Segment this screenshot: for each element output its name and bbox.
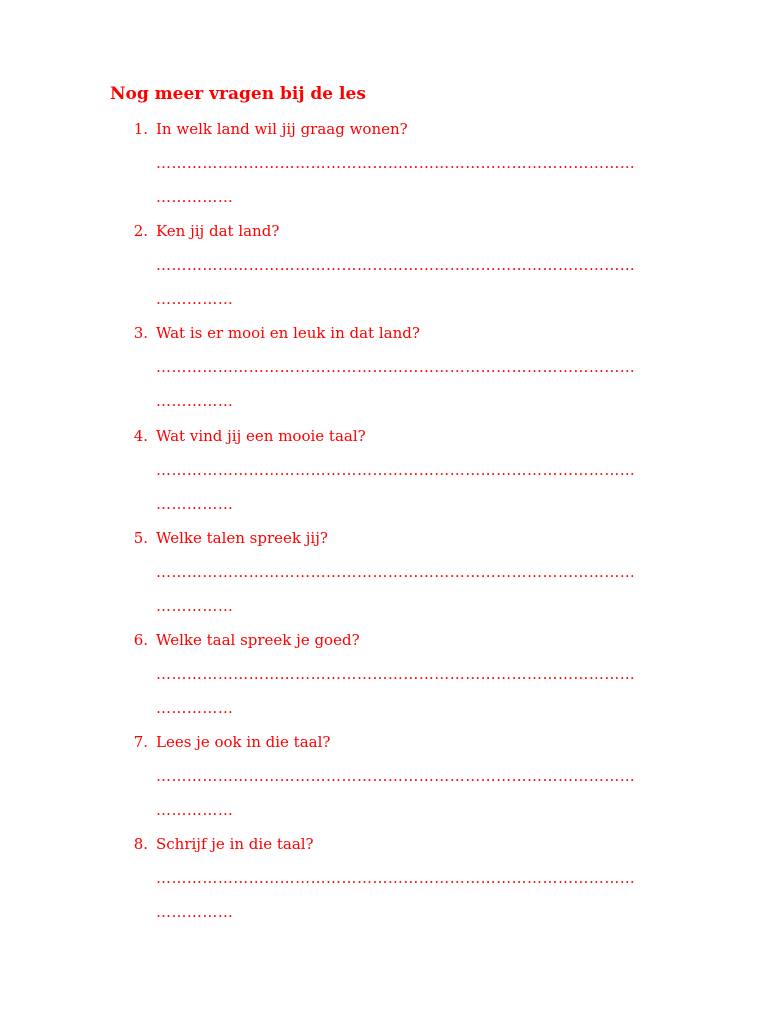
answer-line: …………… (156, 903, 234, 922)
question-number: 3. (133, 324, 148, 343)
question-text: Welke taal spreek je goed? (156, 630, 360, 649)
answer-line: …………… (156, 494, 234, 513)
question-item-4 (0, 424, 768, 526)
question-text: Ken jij dat land? (156, 222, 280, 241)
answer-line: ………………………………………………………………………………… (156, 767, 636, 786)
answer-line: …………… (156, 801, 234, 820)
answer-line: …………… (156, 698, 234, 717)
question-text: Wat vind jij een mooie taal? (156, 426, 366, 445)
question-item-2 (0, 219, 768, 321)
page-title: Nog meer vragen bij de les (110, 84, 366, 104)
answer-line: ………………………………………………………………………………… (156, 562, 636, 581)
answer-line: ………………………………………………………………………………… (156, 664, 636, 683)
answer-line: …………… (156, 392, 234, 411)
question-text: Schrijf je in die taal? (156, 835, 314, 854)
question-text: Wat is er mooi en leuk in dat land? (156, 324, 420, 343)
question-number: 1. (133, 120, 148, 138)
question-item-5 (0, 526, 768, 628)
answer-line: ………………………………………………………………………………… (156, 256, 636, 275)
question-number: 7. (133, 733, 148, 752)
question-text: In welk land wil jij graag wonen? (156, 120, 408, 138)
answer-line: ………………………………………………………………………………… (156, 154, 636, 172)
question-number: 4. (133, 426, 148, 445)
question-list (0, 117, 768, 935)
question-item-6 (0, 628, 768, 730)
question-item-3 (0, 321, 768, 423)
question-text: Welke talen spreek jij? (156, 528, 328, 547)
answer-line: …………… (156, 290, 234, 309)
question-number: 2. (133, 222, 148, 241)
question-item-7 (0, 730, 768, 832)
answer-line: ………………………………………………………………………………… (156, 358, 636, 377)
answer-line: ………………………………………………………………………………… (156, 460, 636, 479)
answer-line: ………………………………………………………………………………… (156, 869, 636, 888)
question-number: 6. (133, 630, 148, 649)
question-number: 8. (133, 835, 148, 854)
question-item-8 (0, 832, 768, 934)
answer-line: …………… (156, 188, 234, 206)
answer-line: …………… (156, 596, 234, 615)
question-number: 5. (133, 528, 148, 547)
question-text: Lees je ook in die taal? (156, 733, 331, 752)
question-item-1 (0, 117, 768, 219)
